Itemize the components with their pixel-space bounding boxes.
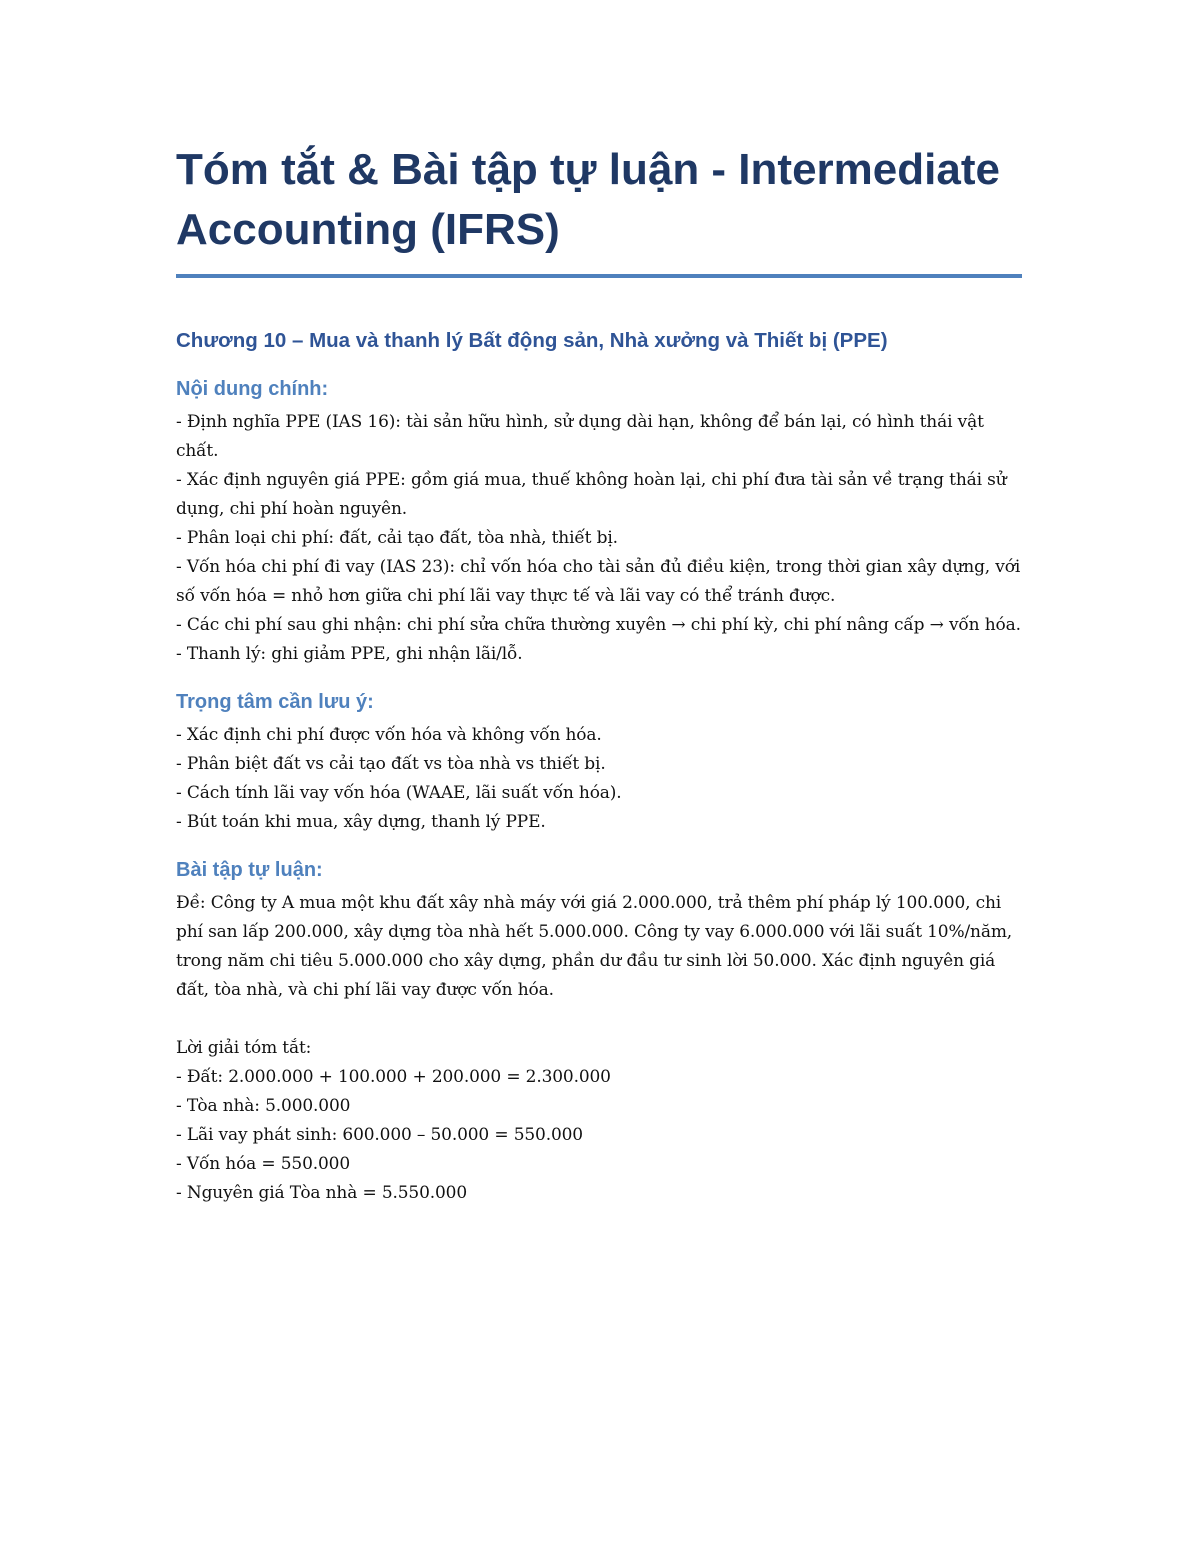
document-page [176,140,1026,1208]
list-item: - Phân biệt đất vs cải tạo đất vs tòa nhà vs thiết bị. [176,754,606,774]
section-heading-exercise: Bài tập tự luận: [176,859,323,881]
paragraph-spacer [176,1005,1026,1034]
solution-label: Lời giải tóm tắt: [176,1038,312,1058]
list-item: - Vốn hóa chi phí đi vay (IAS 23): chỉ vốn hóa cho tài sản đủ điều kiện, trong thời gian xây dựng, với số vốn hóa = nhỏ hơn giữa chi phí lãi vay thực tế và lãi vay có thể tránh được. [176,557,1021,606]
section-exercise [176,855,1026,1208]
list-item: - Bút toán khi mua, xây dựng, thanh lý PPE. [176,812,546,832]
chapter-title: Chương 10 – Mua và thanh lý Bất động sản, Nhà xưởng và Thiết bị (PPE) [176,329,888,352]
list-item: - Các chi phí sau ghi nhận: chi phí sửa chữa thường xuyên → chi phí kỳ, chi phí nâng cấp → vốn hóa. [176,615,1021,635]
list-item: - Xác định nguyên giá PPE: gồm giá mua, thuế không hoàn lại, chi phí đưa tài sản về trạng thái sử dụng, chi phí hoàn nguyên. [176,470,1007,519]
solution-line: - Tòa nhà: 5.000.000 [176,1096,351,1116]
section-heading-main-content: Nội dung chính: [176,378,329,400]
list-item: - Xác định chi phí được vốn hóa và không vốn hóa. [176,725,602,745]
section-heading-key-points: Trọng tâm cần lưu ý: [176,691,374,713]
list-item: - Cách tính lãi vay vốn hóa (WAAE, lãi suất vốn hóa). [176,783,622,803]
solution-line: - Vốn hóa = 550.000 [176,1154,350,1174]
solution-line: - Nguyên giá Tòa nhà = 5.550.000 [176,1183,467,1203]
solution-line: - Lãi vay phát sinh: 600.000 – 50.000 = 550.000 [176,1125,583,1145]
solution-line: - Đất: 2.000.000 + 100.000 + 200.000 = 2.300.000 [176,1067,611,1087]
list-item: - Định nghĩa PPE (IAS 16): tài sản hữu hình, sử dụng dài hạn, không để bán lại, có hình thái vật chất. [176,412,984,461]
section-key-points [176,687,1026,837]
section-main-content [176,374,1026,669]
list-item: - Phân loại chi phí: đất, cải tạo đất, tòa nhà, thiết bị. [176,528,618,548]
exercise-problem: Đề: Công ty A mua một khu đất xây nhà máy với giá 2.000.000, trả thêm phí pháp lý 100.000, chi phí san lấp 200.000, xây dựng tòa nhà hết 5.000.000. Công ty vay 6.000.000 với lãi suất 10%/năm, trong năm chi tiêu 5.000.000 cho xây dựng, phần dư đầu tư sinh lời 50.000. Xác định nguyên giá đất, tòa nhà, và chi phí lãi vay được vốn hóa. [176,893,1013,1000]
document-title: Tóm tắt & Bài tập tự luận - Intermediate Accounting (IFRS) [176,140,1022,278]
list-item: - Thanh lý: ghi giảm PPE, ghi nhận lãi/lỗ. [176,644,523,664]
